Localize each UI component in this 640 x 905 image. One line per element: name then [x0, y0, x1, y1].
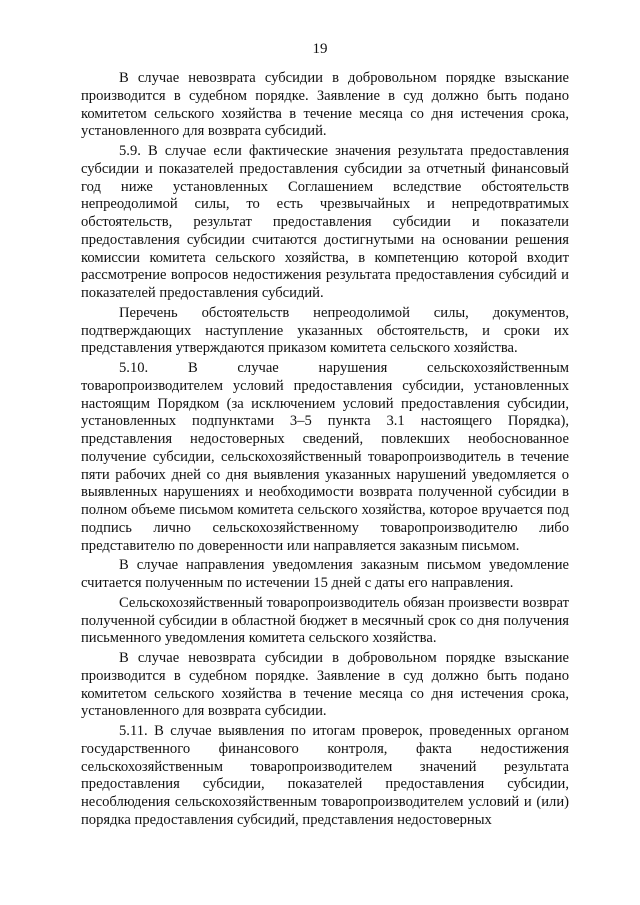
paragraph-force-majeure-list: Перечень обстоятельств непреодолимой силы, документов, подтверждающих наступление указанных обстоятельств, и сроки их представления утверждаются приказом комитета сельского хозяйства.: [81, 304, 569, 357]
document-body: [81, 70, 569, 830]
paragraph-5-11: 5.11. В случае выявления по итогам проверок, проведенных органом государственного финансового контроля, факта недостижения сельскохозяйственным товаропроизводителем значений результата предоставления субсидии, показателей предоставления субсидии, несоблюдения сельскохозяйственным товаропроизводителем условий и (или) порядка предоставления субсидий, представления недостоверных: [81, 723, 569, 828]
page-number: 19: [312, 41, 328, 57]
paragraph-refund-court-2: В случае невозврата субсидии в добровольном порядке взыскание производится в судебном порядке. Заявление в суд должно быть подано комитетом сельского хозяйства в течение месяца со дня истечения срока, установленного для возврата субсидии.: [81, 650, 569, 720]
paragraph-refund-court-1: В случае невозврата субсидии в добровольном порядке взыскание производится в судебном порядке. Заявление в суд должно быть подано комитетом сельского хозяйства в течение месяца со дня истечения срока, установленного для возврата субсидий.: [81, 70, 569, 140]
paragraph-5-9: 5.9. В случае если фактические значения результата предоставления субсидии и показателей предоставления субсидии за отчетный финансовый год ниже установленных Соглашением вследствие обстоятельств непреодолимой силы, то есть чрезвычайных и непредотвратимых обстоятельств, результат предоставления субсидии и показатели предоставления субсидии считаются достигнутыми на основании решения комиссии комитета сельского хозяйства, в компетенцию которой входит рассмотрение вопросов недостижения результата предоставления субсидий и показателей предоставления субсидий.: [81, 143, 569, 301]
paragraph-refund-obligation: Сельскохозяйственный товаропроизводитель обязан произвести возврат полученной субсидии в областной бюджет в месячный срок со дня получения письменного уведомления комитета сельского хозяйства.: [81, 594, 569, 647]
paragraph-5-10: 5.10. В случае нарушения сельскохозяйственным товаропроизводителем условий предоставления субсидии, установленных настоящим Порядком (за исключением условий предоставления субсидии, установленных подпунктами 3–5 пункта 3.1 настоящего Порядка), представления недостоверных сведений, повлекших необоснованное получение субсидии, сельскохозяйственный товаропроизводитель в течение пяти рабочих дней со дня выявления указанных нарушений уведомляется о выявленных нарушениях и необходимости возврата полученной субсидии в полном объеме письмом комитета сельского хозяйства, которое вручается под подпись лично сельскохозяйственному товаропроизводителю либо представителю по доверенности или направляется заказным письмом.: [81, 360, 569, 554]
paragraph-registered-letter: В случае направления уведомления заказным письмом уведомление считается полученным по истечении 15 дней с даты его направления.: [81, 557, 569, 591]
